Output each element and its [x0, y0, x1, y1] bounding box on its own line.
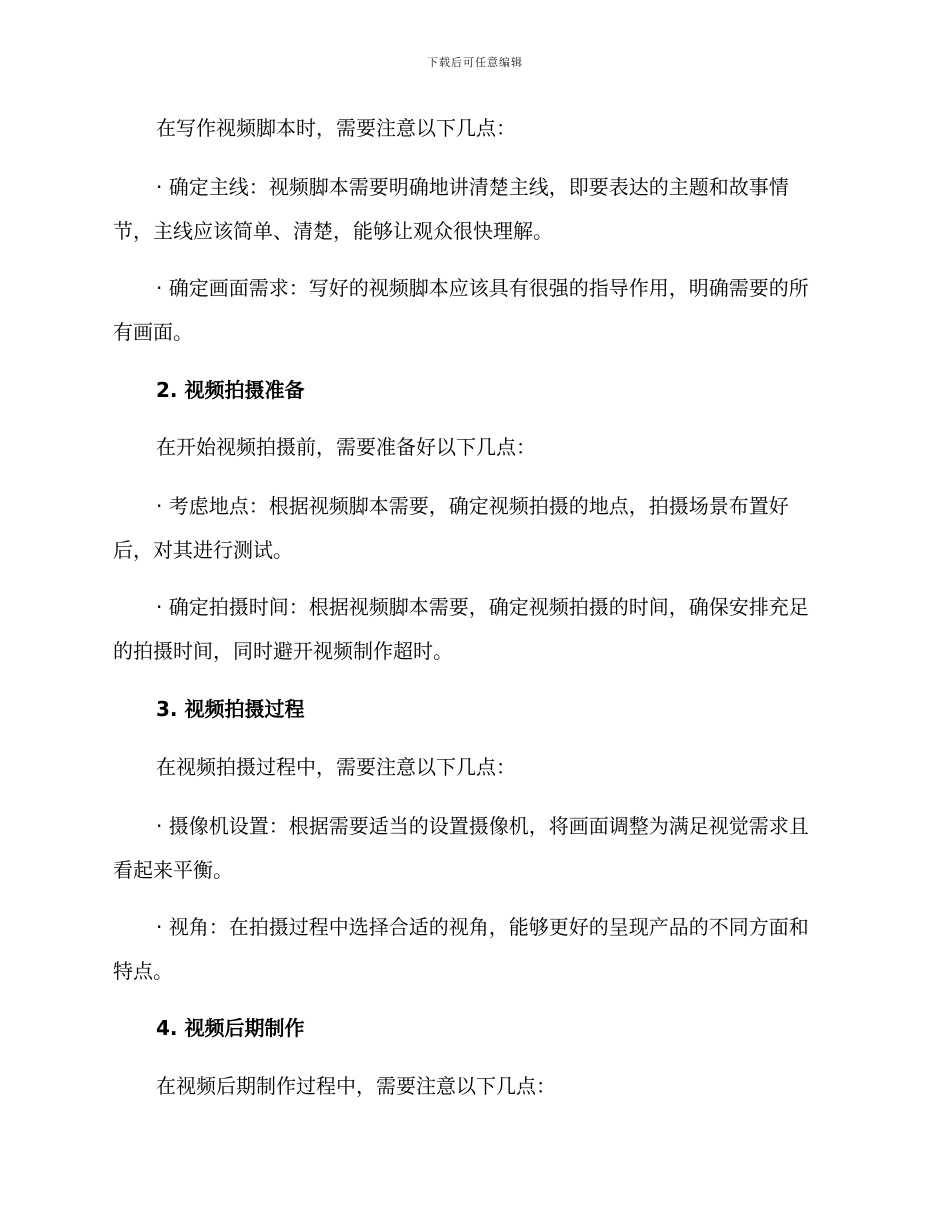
intro-paragraph: 在写作视频脚本时，需要注意以下几点： [156, 116, 516, 140]
bullet-camera-setup: · 摄像机设置：根据需要适当的设置摄像机，将画面调整为满足视觉需求且看起来平衡。 [113, 814, 809, 882]
bullet-viewing-angle: · 视角：在拍摄过程中选择合适的视角，能够更好的呈现产品的不同方面和特点。 [113, 915, 809, 983]
page-header: 下载后可任意编辑 [427, 56, 523, 69]
post-intro-paragraph: 在视频后期制作过程中，需要注意以下几点： [156, 1074, 556, 1098]
bullet-shooting-time: · 确定拍摄时间：根据视频脚本需要，确定视频拍摄的时间，确保安排充足的拍摄时间，同时避开视频制作超时。 [113, 595, 809, 663]
process-intro-paragraph: 在视频拍摄过程中，需要注意以下几点： [156, 755, 516, 779]
section-heading-shooting-process: 3. 视频拍摄过程 [156, 697, 305, 721]
prep-intro-paragraph: 在开始视频拍摄前，需要准备好以下几点： [156, 435, 536, 459]
section-heading-post-production: 4. 视频后期制作 [156, 1016, 305, 1040]
bullet-visual-needs: · 确定画面需求：写好的视频脚本应该具有很强的指导作用，明确需要的所有画面。 [113, 276, 809, 344]
bullet-location: · 考虑地点：根据视频脚本需要，确定视频拍摄的地点，拍摄场景布置好后，对其进行测试。 [113, 494, 789, 562]
bullet-main-line: · 确定主线：视频脚本需要明确地讲清楚主线，即要表达的主题和故事情节，主线应该简单、清楚，能够让观众很快理解。 [113, 175, 789, 243]
section-heading-shooting-prep: 2. 视频拍摄准备 [156, 378, 305, 402]
